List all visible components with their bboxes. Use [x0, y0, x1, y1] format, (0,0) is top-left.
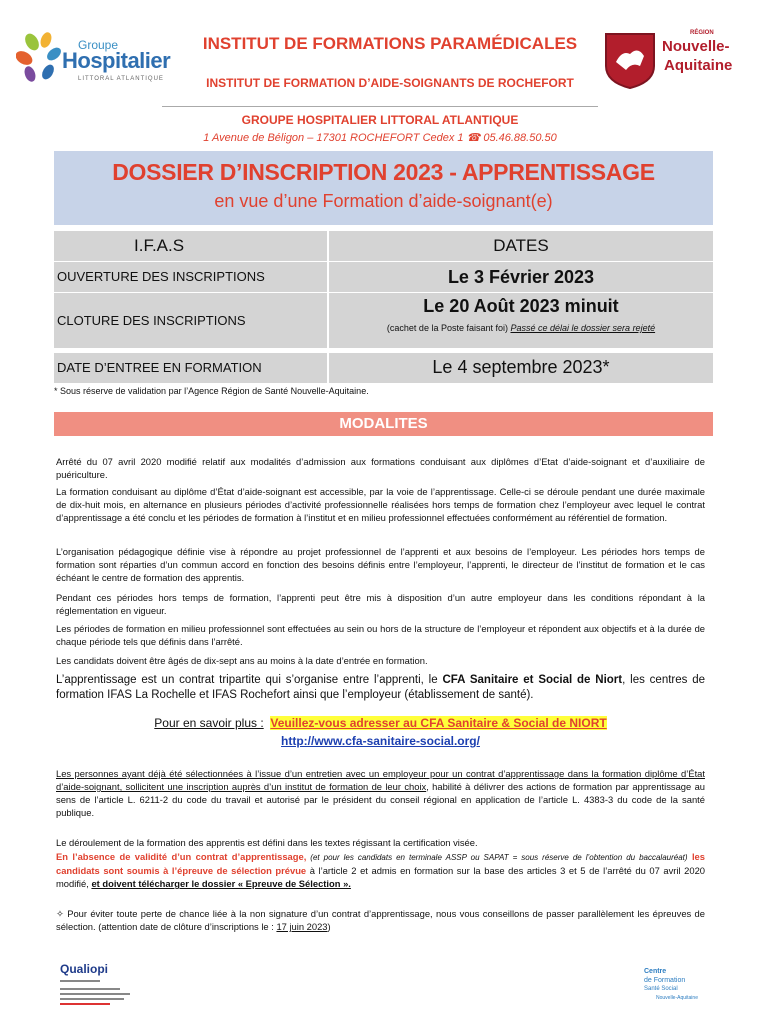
cloture-note-plain: (cachet de la Poste faisant foi): [386, 323, 511, 333]
conseil-text-a: ✧ Pour éviter toute perte de chance liée à la non signature d’un contrat d’apprentissage, nous vous conseillons de passer parallèlement les épreuves de sélection. (attention date de clôture d’inscriptions le :: [56, 908, 705, 932]
region-name-line2: Aquitaine: [664, 57, 733, 74]
selection-underlined: Les personnes ayant déjà été sélectionnées à l’issue d’un entretien avec un employeur pour un contrat d’apprentissage dans la formation diplôme d’État d’aide-soignant, sollicitent une inscription auprès d’un institut de formation de leur choix: [56, 768, 705, 792]
table-header-ifas: I.F.A.S: [54, 231, 327, 261]
group-name: GROUPE HOSPITALIER LITTORAL ATLANTIQUE: [241, 113, 519, 127]
title-banner: [54, 151, 713, 225]
logo-text-littoral: LITTORAL ATLANTIQUE: [78, 76, 164, 82]
cloture-note-warning: Passé ce délai le dossier sera rejeté: [510, 323, 656, 333]
row-value-entree: Le 4 septembre 2023*: [329, 353, 713, 383]
document-subtitle: en vue d’une Formation d’aide-soignant(e): [214, 191, 553, 211]
more-info-cfa: Veuillez-vous adresser au CFA Sanitaire & Social de NIORT: [270, 716, 607, 730]
more-info-label: Pour en savoir plus :: [154, 716, 264, 730]
paragraph-organisation: L’organisation pédagogique définie vise à répondre au projet professionnel de l’apprenti et aux besoins de l’employeur. Les périodes hors temps de formation sont réparties d’un commun accord en fonction des besoins définis entre l’employeur, l’apprenti, le directeur de l’institut de formation et le cas échéant le centre de formation des apprentis.: [56, 546, 705, 583]
epreuve-selection-red: les candidats sont soumis à l’épreuve de sélection prévue: [56, 851, 705, 876]
paragraph-absence-contrat: [56, 850, 705, 890]
cloture-note: [329, 323, 713, 333]
paragraph-mise-a-disposition: Pendant ces périodes hors temps de formation, l’apprenti peut être mis à disposition d’un autre employeur dans les conditions répondant à la réglementation en vigueur.: [56, 592, 705, 616]
institute-title: INSTITUT DE FORMATIONS PARAMÉDICALES: [202, 34, 578, 53]
row-label-cloture: CLOTURE DES INSCRIPTIONS: [54, 293, 327, 348]
qualiopi-text: Qualiopi: [60, 962, 108, 976]
contrat-text-c: , les centres de formation IFAS La Rochelle et IFAS Rochefort ainsi que l’employeur (établissement de santé).: [56, 674, 706, 701]
region-nouvelle-aquitaine-logo: [604, 28, 754, 92]
paragraph-periodes: Les périodes de formation en milieu professionnel sont effectuées au sein ou hors de la structure de l’employeur et répondent aux objectifs et à la durée de chaque période tels que définis dans l’arrêté.: [56, 623, 705, 647]
cloture-date: Le 20 Août 2023 minuit: [423, 296, 619, 316]
address-line: 1 Avenue de Béligon – 17301 ROCHEFORT Cedex 1 ☎ 05.46.88.50.50: [203, 132, 557, 144]
header-divider: [162, 106, 598, 107]
centre-formation-logo: [634, 968, 714, 1004]
paragraph-contrat: [56, 673, 705, 703]
table-footnote: * Sous réserve de validation par l’Agence Région de Santé Nouvelle-Aquitaine.: [54, 386, 369, 396]
table-header-dates: DATES: [329, 231, 713, 261]
paragraph-age: Les candidats doivent être âgés de dix-sept ans au moins à la date d’entrée en formation.: [56, 655, 428, 666]
contrat-cfa: CFA Sanitaire et Social de Niort: [442, 674, 623, 686]
absence-contrat-red: En l’absence de validité d’un contrat d’apprentissage,: [56, 851, 307, 862]
region-name-line1: Nouvelle-: [662, 38, 730, 55]
contrat-text-a: L’apprentissage est un contrat tripartite qui s’organise entre l’apprenti, le: [56, 674, 443, 686]
region-label: RÉGION: [690, 30, 714, 36]
qualiopi-line: [60, 988, 120, 990]
leaves-icon: [16, 32, 64, 84]
row-label-ouverture: OUVERTURE DES INSCRIPTIONS: [54, 262, 327, 292]
conseil-text-b: ): [327, 921, 331, 932]
modalites-heading: MODALITES: [54, 412, 713, 436]
institute-subtitle: INSTITUT DE FORMATION D’AIDE-SOIGNANTS DE ROCHEFORT: [206, 76, 574, 90]
document-title: DOSSIER D’INSCRIPTION 2023 - APPRENTISSAGE: [112, 159, 655, 185]
logo-text-hospitalier: Hospitalier: [62, 48, 171, 73]
telecharger-dossier: et doivent télécharger le dossier « Epreuve de Sélection ».: [91, 878, 351, 889]
row-label-entree: DATE D’ENTREE EN FORMATION: [54, 353, 327, 383]
cdf-line4: Nouvelle-Aquitaine: [656, 995, 698, 1001]
logo-text-groupe: Groupe: [78, 38, 119, 52]
qualiopi-line: [60, 998, 124, 1000]
paragraph-conseil: [56, 907, 705, 933]
cdf-line1: Centre: [644, 968, 667, 975]
more-info-line: [56, 716, 705, 730]
qualiopi-line: [60, 993, 130, 995]
cdf-line3: Santé Social: [644, 986, 678, 992]
paragraph-formation: La formation conduisant au diplôme d’État d’aide-soignant est accessible, par la voie de l’apprentissage. Celle-ci se déroule pendant une durée maximale de dix-huit mois, en alternance en plusieurs périodes d’activité professionnelle réalisées hors temps de formation chez l’employeur avec lequel le contrat d’apprentissage a été conclu et les périodes de formation à l’institut et en milieu professionnel effectuées conformément au référentiel de formation.: [56, 486, 705, 523]
absence-contrat-plain: à l’article 2 et admis en formation sur la base des articles 3 et 5 de l’arrêté du 07 avril 2020 modifié,: [56, 865, 705, 889]
cdf-line2: de Formation: [644, 977, 686, 984]
row-value-cloture: [329, 293, 713, 348]
paragraph-personnes-selectionnees: [56, 767, 705, 819]
selection-rest: , habilité à délivrer des actions de formation par apprentissage au sens de l’article L. 6211-2 du code du travail et autorisé par le président du conseil régional en application de l’article L. 4383-3 du code de la santé publique.: [56, 781, 706, 818]
row-value-ouverture: Le 3 Février 2023: [329, 262, 713, 292]
qualiopi-line: [60, 1003, 110, 1005]
paragraph-deroulement: Le déroulement de la formation des apprentis est défini dans les textes régissant la certification visée.: [56, 837, 478, 848]
qualiopi-logo: [60, 962, 160, 1012]
conseil-date: 17 juin 2023: [276, 921, 328, 932]
paragraph-arrete: Arrêté du 07 avril 2020 modifié relatif aux modalités d’admission aux formations conduisant aux diplômes d’Etat d’aide-soignant et d’auxiliaire de puériculture.: [56, 456, 705, 480]
groupe-hospitalier-logo: [16, 26, 176, 96]
qualiopi-line: [60, 980, 100, 982]
absence-contrat-italic: (et pour les candidats en terminale ASSP ou SAPAT = sous réserve de l’obtention du baccalauréat): [306, 853, 688, 862]
cfa-website-link[interactable]: http://www.cfa-sanitaire-social.org/: [281, 734, 480, 748]
region-shield-icon: [604, 32, 656, 90]
